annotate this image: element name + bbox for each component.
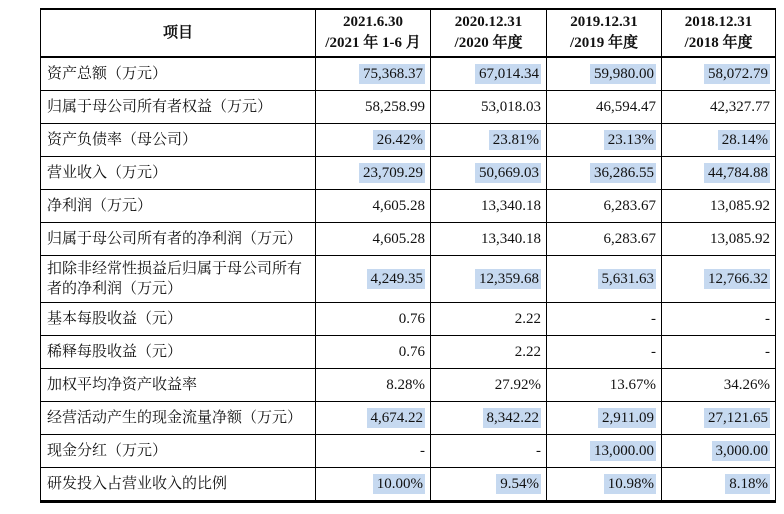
highlighted-value: 28.14% (718, 130, 770, 150)
value-text: - (651, 343, 656, 360)
highlighted-value: 67,014.34 (475, 64, 541, 84)
highlighted-value: 8.18% (725, 474, 770, 494)
period-range: /2020 年度 (454, 35, 523, 51)
table-row (41, 57, 776, 91)
table-row (41, 157, 776, 190)
value-text: 34.26% (723, 376, 770, 393)
value-text: - (765, 310, 770, 327)
value-cell (316, 57, 431, 91)
value-cell (547, 124, 662, 157)
value-cell (316, 91, 431, 124)
value-cell (431, 402, 547, 435)
value-text: 42,327.77 (710, 98, 770, 115)
value-text: 4,605.28 (372, 230, 425, 247)
highlighted-value: 4,249.35 (367, 269, 426, 289)
value-cell (662, 303, 776, 336)
value-cell (431, 303, 547, 336)
value-text: 8.28% (386, 376, 425, 393)
value-cell (431, 57, 547, 91)
value-cell (431, 91, 547, 124)
table-row (41, 435, 776, 468)
row-label: 资产负债率（母公司） (41, 124, 316, 157)
table-row (41, 303, 776, 336)
highlighted-value: 58,072.79 (704, 64, 770, 84)
value-cell (547, 303, 662, 336)
row-label: 营业收入（万元） (41, 157, 316, 190)
value-cell (662, 435, 776, 468)
value-text: 0.76 (398, 343, 425, 360)
value-cell (662, 468, 776, 502)
value-cell (662, 223, 776, 256)
highlighted-value: 23.81% (489, 130, 541, 150)
value-cell (431, 468, 547, 502)
value-cell (316, 369, 431, 402)
column-header-period-2019 (547, 9, 662, 57)
row-label: 研发投入占营业收入的比例 (41, 468, 316, 502)
value-text: 58,258.99 (365, 98, 425, 115)
value-cell (662, 57, 776, 91)
value-cell (547, 157, 662, 190)
highlighted-value: 10.98% (604, 474, 656, 494)
highlighted-value: 36,286.55 (590, 163, 656, 183)
row-label: 资产总额（万元） (41, 57, 316, 91)
value-cell (662, 124, 776, 157)
value-cell (316, 336, 431, 369)
period-date: 2019.12.31 (570, 14, 638, 30)
value-cell (547, 91, 662, 124)
value-text: 13,085.92 (710, 197, 770, 214)
value-text: 13,340.18 (481, 230, 541, 247)
value-cell (316, 223, 431, 256)
column-header-period-2018 (662, 9, 776, 57)
header-row (41, 9, 776, 57)
value-cell (547, 402, 662, 435)
value-cell (662, 369, 776, 402)
period-range: /2018 年度 (684, 35, 753, 51)
value-cell (547, 57, 662, 91)
row-label: 加权平均净资产收益率 (41, 369, 316, 402)
table-row (41, 369, 776, 402)
value-text: - (536, 442, 541, 459)
value-cell (316, 435, 431, 468)
value-cell (547, 468, 662, 502)
value-cell (316, 124, 431, 157)
value-cell (316, 256, 431, 303)
period-range: /2021 年 1-6 月 (325, 35, 421, 51)
value-cell (547, 223, 662, 256)
value-cell (316, 468, 431, 502)
period-date: 2021.6.30 (343, 14, 403, 30)
value-cell (431, 336, 547, 369)
highlighted-value: 44,784.88 (704, 163, 770, 183)
highlighted-value: 26.42% (373, 130, 425, 150)
highlighted-value: 8,342.22 (483, 408, 542, 428)
value-text: 4,605.28 (372, 197, 425, 214)
value-text: 2.22 (514, 310, 541, 327)
table-row (41, 223, 776, 256)
value-cell (547, 190, 662, 223)
highlighted-value: 59,980.00 (590, 64, 656, 84)
row-label: 稀释每股收益（元） (41, 336, 316, 369)
highlighted-value: 13,000.00 (590, 441, 656, 461)
value-text: 6,283.67 (603, 197, 656, 214)
value-cell (431, 157, 547, 190)
row-label: 基本每股收益（元） (41, 303, 316, 336)
row-label: 经营活动产生的现金流量净额（万元） (41, 402, 316, 435)
value-text: - (765, 343, 770, 360)
period-date: 2018.12.31 (684, 14, 753, 30)
period-range: /2019 年度 (570, 35, 638, 51)
column-header-period-2020 (431, 9, 547, 57)
value-cell (431, 124, 547, 157)
row-label: 净利润（万元） (41, 190, 316, 223)
table-row (41, 402, 776, 435)
value-text: 53,018.03 (481, 98, 541, 115)
value-text: 13,085.92 (710, 230, 770, 247)
highlighted-value: 50,669.03 (475, 163, 541, 183)
highlighted-value: 4,674.22 (367, 408, 426, 428)
highlighted-value: 5,631.63 (598, 269, 657, 289)
value-cell (662, 336, 776, 369)
value-text: 46,594.47 (596, 98, 656, 115)
value-cell (662, 190, 776, 223)
value-text: 6,283.67 (603, 230, 656, 247)
highlighted-value: 23.13% (604, 130, 656, 150)
table-row (41, 468, 776, 502)
table-row (41, 190, 776, 223)
highlighted-value: 75,368.37 (359, 64, 425, 84)
table-row (41, 124, 776, 157)
column-header-item: 项目 (41, 9, 316, 57)
financial-summary (40, 8, 776, 503)
table-row (41, 336, 776, 369)
value-text: 13,340.18 (481, 197, 541, 214)
value-cell (431, 369, 547, 402)
value-text: 0.76 (398, 310, 425, 327)
row-label: 扣除非经常性损益后归属于母公司所有者的净利润（万元） (41, 256, 316, 303)
highlighted-value: 3,000.00 (712, 441, 771, 461)
value-cell (662, 91, 776, 124)
value-cell (316, 190, 431, 223)
value-text: - (420, 442, 425, 459)
financial-summary-table (40, 8, 776, 503)
value-text: 27.92% (494, 376, 541, 393)
table-row (41, 256, 776, 303)
highlighted-value: 12,359.68 (475, 269, 541, 289)
highlighted-value: 9.54% (496, 474, 541, 494)
value-cell (431, 223, 547, 256)
value-cell (431, 435, 547, 468)
value-cell (662, 157, 776, 190)
value-cell (662, 256, 776, 303)
value-cell (316, 303, 431, 336)
value-cell (316, 157, 431, 190)
highlighted-value: 27,121.65 (704, 408, 770, 428)
table-header (41, 9, 776, 57)
value-cell (547, 435, 662, 468)
row-label: 归属于母公司所有者的净利润（万元） (41, 223, 316, 256)
highlighted-value: 23,709.29 (359, 163, 425, 183)
column-header-period-2021 (316, 9, 431, 57)
row-label: 归属于母公司所有者权益（万元） (41, 91, 316, 124)
highlighted-value: 10.00% (373, 474, 425, 494)
value-cell (316, 402, 431, 435)
highlighted-value: 2,911.09 (598, 408, 656, 428)
value-cell (431, 256, 547, 303)
value-cell (547, 336, 662, 369)
highlighted-value: 12,766.32 (704, 269, 770, 289)
value-cell (547, 369, 662, 402)
table-row (41, 91, 776, 124)
value-text: - (651, 310, 656, 327)
value-cell (547, 256, 662, 303)
value-cell (431, 190, 547, 223)
value-text: 13.67% (609, 376, 656, 393)
value-text: 2.22 (514, 343, 541, 360)
table-body (41, 57, 776, 502)
value-cell (662, 402, 776, 435)
period-date: 2020.12.31 (454, 14, 523, 30)
row-label: 现金分红（万元） (41, 435, 316, 468)
